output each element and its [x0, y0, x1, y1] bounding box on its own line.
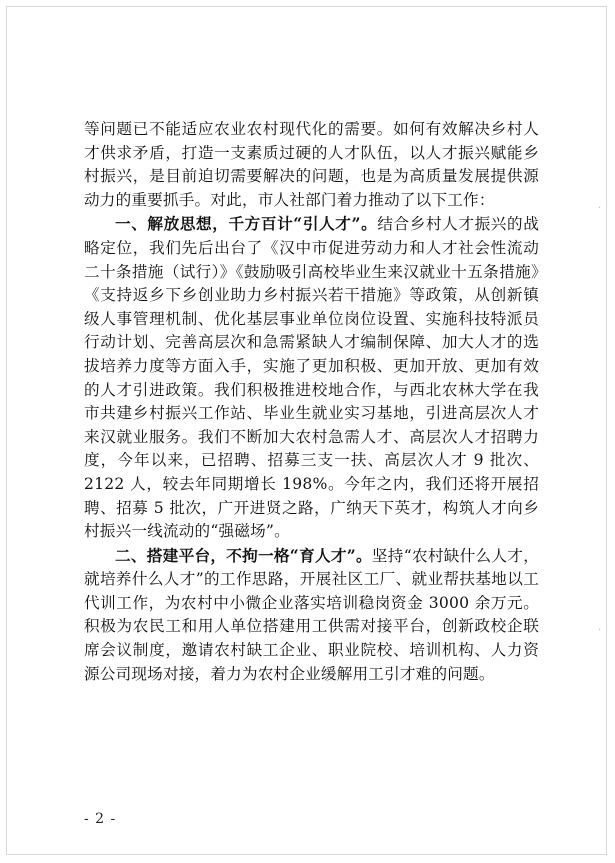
margin-dot-mark: ·	[598, 625, 602, 636]
paragraph-intro	[84, 118, 539, 212]
paragraph-intro-text: 等问题已不能适应农业农村现代化的需要。如何有效解决乡村人才供求矛盾，打造一支素质过硬的人才队伍，以人才振兴赋能乡村振兴，是目前迫切需要解决的问题，也是为高质量发展提供源动力的重要抓手。对此，市人社部门着力推动了以下工作：	[84, 120, 539, 209]
margin-dot-mark: ·	[598, 203, 602, 214]
section-two-heading: 二、搭建平台，不拘一格“育人才”。	[115, 545, 372, 565]
section-one-text: 结合乡村人才振兴的战略定位，我们先后出台了《汉中市促进劳动力和人才社会性流动二十条措施（试行）》《鼓励吸引高校毕业生来汉就业十五条措施》《支持返乡下乡创业助力乡村振兴若干措施》等政策，从创新镇级人事管理机制、优化基层事业单位岗位设置、实施科技特派员行动计划、完善高层次和急需紧缺人才编制保障、加大人才的选拔培养力度等方面入手，实施了更加积极、更加开放、更加有效的人才引进政策。我们积极推进校地合作，与西北农林大学在我市共建乡村振兴工作站、毕业生就业实习基地，引进高层次人才来汉就业服务。我们不断加大农村急需人才、高层次人才招聘力度，今年以来，已招聘、招募三支一扶、高层次人才 9 批次、2122 人，较去年同期增长 198%。今年之内，我们还将开展招聘、招募 5 批次，广开进贤之路，广纳天下英才，构筑人才向乡村振兴一线流动的“强磁场”。	[84, 215, 539, 541]
paragraph-section-one	[84, 212, 539, 543]
page-number: - 2 -	[84, 811, 117, 827]
section-one-heading: 一、解放思想，千方百计“引人才”。	[115, 214, 378, 234]
paragraph-section-two	[84, 544, 539, 687]
section-two-text: 坚持“农村缺什么人才，就培养什么人才”的工作思路，开展社区工厂、就业帮扶基地以工代训工作，为农村中小微企业落实培训稳岗资金 3000 余万元。积极为农民工和用人单位搭建用工供需对接平台，创新政校企联席会议制度，邀请农村缺工企业、职业院校、培训机构、人力资源公司现场对接，着力为农村企业缓解用工引才难的问题。	[84, 546, 539, 683]
document-body	[84, 118, 539, 686]
